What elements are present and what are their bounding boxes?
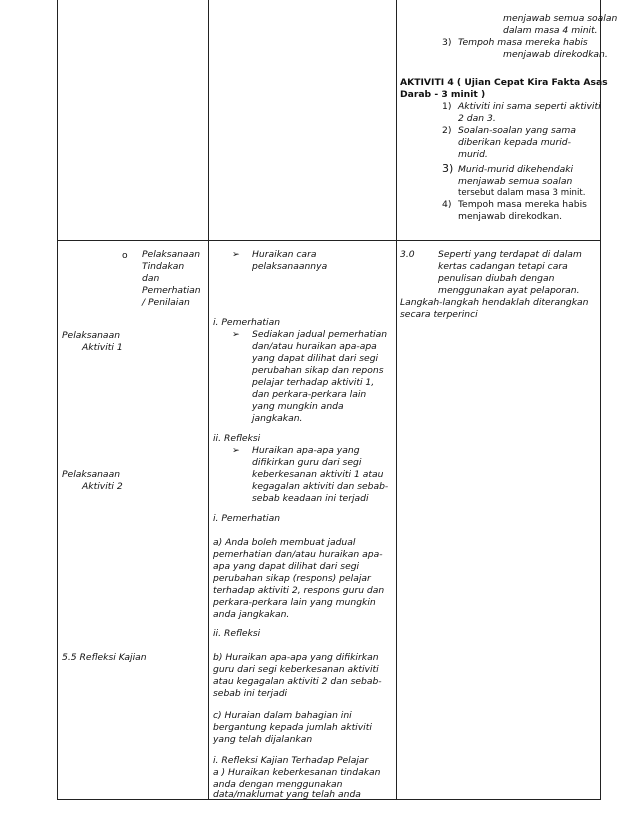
refleksi1-title: ii. Refleksi bbox=[213, 433, 261, 444]
text-line: kertas cadangan tetapi cara bbox=[438, 261, 568, 272]
text-line: pelaksanaannya bbox=[252, 261, 328, 272]
text-line: anda dengan menggunakan bbox=[213, 779, 343, 790]
text-line: c) Huraian dalam bahagian ini bbox=[213, 710, 352, 721]
text-line: dan/atau huraikan apa-apa bbox=[252, 341, 377, 352]
list-item-text: 2 dan 3. bbox=[458, 113, 496, 124]
bullet: o bbox=[122, 250, 128, 261]
aktiviti4-title: AKTIVITI 4 ( Ujian Cepat Kira Fakta Asas bbox=[400, 77, 608, 88]
list-item-text: Murid-murid dikehendaki bbox=[458, 164, 574, 175]
heading-line: Pemerhatian bbox=[142, 285, 201, 296]
text-line: dan perkara-perkara lain bbox=[252, 389, 367, 400]
text-line: menggunakan ayat pelaporan. bbox=[438, 285, 580, 296]
text-line: Huraikan cara bbox=[252, 249, 317, 260]
text-line: atau kegagalan aktiviti 2 dan sebab- bbox=[213, 676, 382, 687]
column-divider-1 bbox=[208, 0, 209, 800]
text-line: anda jangkakan. bbox=[213, 609, 290, 620]
text-line: terhadap aktiviti 2, respons guru dan bbox=[213, 585, 385, 596]
text-line: jangkakan. bbox=[252, 413, 303, 424]
aktiviti4-title-cont: Darab - 3 minit ) bbox=[400, 89, 486, 100]
text-line: yang telah dijalankan bbox=[213, 734, 313, 745]
pelaksanaan-aktiviti1-label: Aktiviti 1 bbox=[82, 342, 123, 353]
list-item-text: Tempoh masa mereka habis bbox=[458, 199, 587, 210]
refleksi2-title: ii. Refleksi bbox=[213, 628, 261, 639]
text-line: menjawab direkodkan. bbox=[503, 49, 608, 60]
text-line: guru dari segi keberkesanan aktiviti bbox=[213, 664, 379, 675]
text-line: difikirkan guru dari segi bbox=[252, 457, 362, 468]
text-line: perubahan sikap dan repons bbox=[252, 365, 384, 376]
text-line: sebab keadaan ini terjadi bbox=[252, 493, 369, 504]
list-number: 2) bbox=[442, 125, 452, 136]
document-page bbox=[57, 0, 618, 800]
text-line: perkara-perkara lain yang mungkin bbox=[213, 597, 376, 608]
list-item-text: tersebut dalam masa 3 minit. bbox=[458, 188, 586, 198]
text-line: Langkah-langkah hendaklah diterangkan bbox=[400, 297, 589, 308]
heading-line: Pelaksanaan bbox=[142, 249, 201, 260]
heading-line: Tindakan bbox=[142, 261, 185, 272]
text-line: yang dapat dilihat dari segi bbox=[252, 353, 379, 364]
list-item-text: menjawab direkodkan. bbox=[458, 211, 563, 222]
text-line: Seperti yang terdapat di dalam bbox=[438, 249, 582, 260]
refleksi-kajian-heading: 5.5 Refleksi Kajian bbox=[62, 652, 147, 663]
text-line: pemerhatian dan/atau huraikan apa- bbox=[213, 549, 383, 560]
text-line: a) Anda boleh membuat jadual bbox=[213, 537, 356, 548]
text-line: i. Refleksi Kajian Terhadap Pelajar bbox=[213, 755, 369, 766]
section-number: 3.0 bbox=[400, 249, 415, 260]
text-line: keberkesanan aktiviti 1 atau bbox=[252, 469, 384, 480]
pemerhatian1-title: i. Pemerhatian bbox=[213, 317, 281, 328]
text-line: perubahan sikap (respons) pelajar bbox=[213, 573, 371, 584]
list-item-text: Aktiviti ini sama seperti aktiviti bbox=[458, 101, 601, 112]
text-line: Huraikan apa-apa yang bbox=[252, 445, 360, 456]
column-divider-2 bbox=[396, 0, 397, 800]
text-line: menjawab semua soalan bbox=[503, 13, 618, 24]
text-line: penulisan diubah dengan bbox=[438, 273, 555, 284]
text-line: Sediakan jadual pemerhatian bbox=[252, 329, 388, 340]
text-line: dalam masa 4 minit. bbox=[503, 25, 598, 36]
list-item-text: murid. bbox=[458, 149, 488, 160]
text-line: b) Huraikan apa-apa yang difikirkan bbox=[213, 652, 379, 663]
arrow-bullet-icon: ➢ bbox=[232, 329, 240, 340]
pelaksanaan-aktiviti2-label: Aktiviti 2 bbox=[82, 481, 123, 492]
text-line: pelajar terhadap aktiviti 1, bbox=[252, 377, 375, 388]
list-item-text: menjawab semua soalan bbox=[458, 176, 573, 187]
text-line: apa yang dapat dilihat dari segi bbox=[213, 561, 360, 572]
text-line: secara terperinci bbox=[400, 309, 478, 320]
list-number: 4) bbox=[442, 199, 452, 210]
list-item-text: Soalan-soalan yang sama bbox=[458, 125, 577, 136]
pelaksanaan-aktiviti1: Pelaksanaan bbox=[62, 330, 121, 341]
pemerhatian2-title: i. Pemerhatian bbox=[213, 513, 281, 524]
text-line: bergantung kepada jumlah aktiviti bbox=[213, 722, 372, 733]
arrow-bullet-icon: ➢ bbox=[232, 445, 240, 456]
heading-line: dan bbox=[142, 273, 160, 284]
list-number: 3) bbox=[442, 162, 454, 175]
list-number: 3) bbox=[442, 37, 452, 48]
list-number: 1) bbox=[442, 101, 452, 112]
row-divider bbox=[57, 240, 601, 241]
text-line: yang mungkin anda bbox=[252, 401, 344, 412]
heading-line: / Penilaian bbox=[142, 297, 190, 308]
text-line: sebab ini terjadi bbox=[213, 688, 288, 699]
text-line: Tempoh masa mereka habis bbox=[458, 37, 588, 48]
text-line: a ) Huraikan keberkesanan tindakan bbox=[213, 767, 381, 778]
text-line: data/maklumat yang telah anda bbox=[213, 789, 361, 800]
pelaksanaan-aktiviti2: Pelaksanaan bbox=[62, 469, 121, 480]
list-item-text: diberikan kepada murid- bbox=[458, 137, 571, 148]
arrow-bullet-icon: ➢ bbox=[232, 249, 240, 260]
text-line: kegagalan aktiviti dan sebab- bbox=[252, 481, 389, 492]
